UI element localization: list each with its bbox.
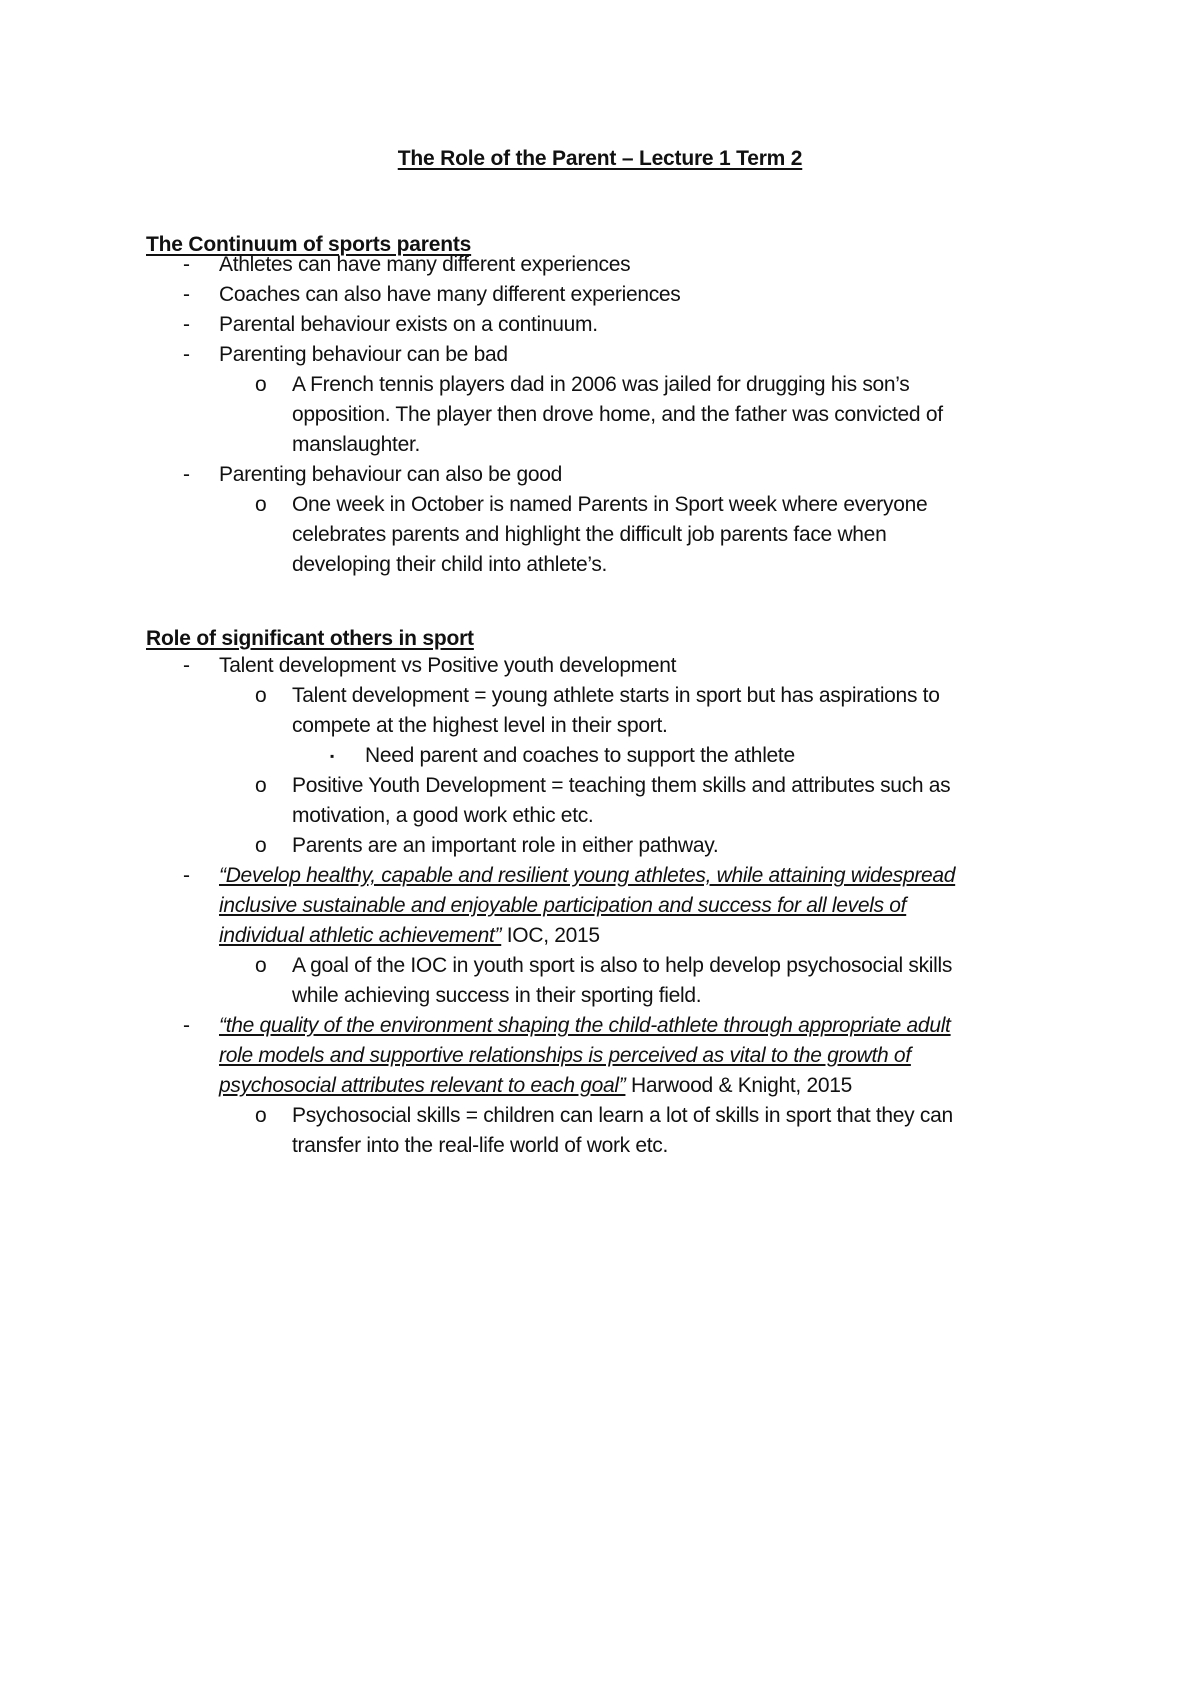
- ioc-quote-line: “Develop healthy, capable and resilient young athletes, while attaining widespread: [219, 864, 956, 887]
- list-item-continuation: celebrates parents and highlight the difficult job parents face when: [292, 523, 887, 546]
- circle-bullet: o: [255, 684, 267, 707]
- harwood-quote-line: role models and supportive relationships is perceived as vital to the growth of: [219, 1044, 911, 1067]
- list-item: Parents are an important role in either pathway.: [292, 834, 719, 857]
- circle-bullet: o: [255, 373, 267, 396]
- dash-bullet: -: [183, 654, 190, 677]
- dash-bullet: -: [183, 864, 190, 887]
- ioc-citation: IOC, 2015: [501, 924, 600, 947]
- circle-bullet: o: [255, 954, 267, 977]
- harwood-quote-last-line: [219, 1071, 852, 1101]
- list-item-continuation: while achieving success in their sporting field.: [292, 984, 702, 1007]
- list-item: Talent development vs Positive youth development: [219, 654, 677, 677]
- section-heading-continuum: The Continuum of sports parents: [146, 233, 472, 256]
- list-item: A goal of the IOC in youth sport is also to help develop psychosocial skills: [292, 954, 953, 977]
- list-item-continuation: manslaughter.: [292, 433, 421, 456]
- section-heading-significant-others: Role of significant others in sport: [146, 627, 474, 650]
- dash-bullet: -: [183, 463, 190, 486]
- square-bullet: ▪: [330, 749, 335, 763]
- harwood-quote-text: psychosocial attributes relevant to each goal”: [219, 1074, 626, 1097]
- list-item: A French tennis players dad in 2006 was jailed for drugging his son’s: [292, 373, 910, 396]
- circle-bullet: o: [255, 834, 267, 857]
- list-item: Need parent and coaches to support the athlete: [365, 744, 795, 767]
- ioc-quote-line: inclusive sustainable and enjoyable participation and success for all levels of: [219, 894, 907, 917]
- circle-bullet: o: [255, 493, 267, 516]
- list-item: One week in October is named Parents in Sport week where everyone: [292, 493, 928, 516]
- list-item: Talent development = young athlete starts in sport but has aspirations to: [292, 684, 940, 707]
- list-item-continuation: compete at the highest level in their sport.: [292, 714, 668, 737]
- list-item: Parenting behaviour can also be good: [219, 463, 562, 486]
- list-item: Positive Youth Development = teaching them skills and attributes such as: [292, 774, 951, 797]
- ioc-quote-text: individual athletic achievement”: [219, 924, 502, 947]
- list-item-continuation: transfer into the real-life world of work etc.: [292, 1134, 669, 1157]
- dash-bullet: -: [183, 343, 190, 366]
- dash-bullet: -: [183, 313, 190, 336]
- dash-bullet: -: [183, 1014, 190, 1037]
- list-item: Parental behaviour exists on a continuum.: [219, 313, 598, 336]
- circle-bullet: o: [255, 774, 267, 797]
- list-item-continuation: developing their child into athlete’s.: [292, 553, 608, 576]
- document-title: The Role of the Parent – Lecture 1 Term 2: [397, 147, 803, 170]
- list-item-continuation: motivation, a good work ethic etc.: [292, 804, 594, 827]
- list-item: Parenting behaviour can be bad: [219, 343, 508, 366]
- harwood-quote-line: “the quality of the environment shaping the child-athlete through appropriate adult: [219, 1014, 951, 1037]
- dash-bullet: -: [183, 283, 190, 306]
- list-item: Coaches can also have many different experiences: [219, 283, 681, 306]
- dash-bullet: -: [183, 253, 190, 276]
- list-item-continuation: opposition. The player then drove home, and the father was convicted of: [292, 403, 943, 426]
- list-item: Psychosocial skills = children can learn a lot of skills in sport that they can: [292, 1104, 953, 1127]
- harwood-citation: Harwood & Knight, 2015: [625, 1074, 853, 1097]
- ioc-quote-last-line: [219, 921, 600, 951]
- list-item: Athletes can have many different experiences: [219, 253, 631, 276]
- circle-bullet: o: [255, 1104, 267, 1127]
